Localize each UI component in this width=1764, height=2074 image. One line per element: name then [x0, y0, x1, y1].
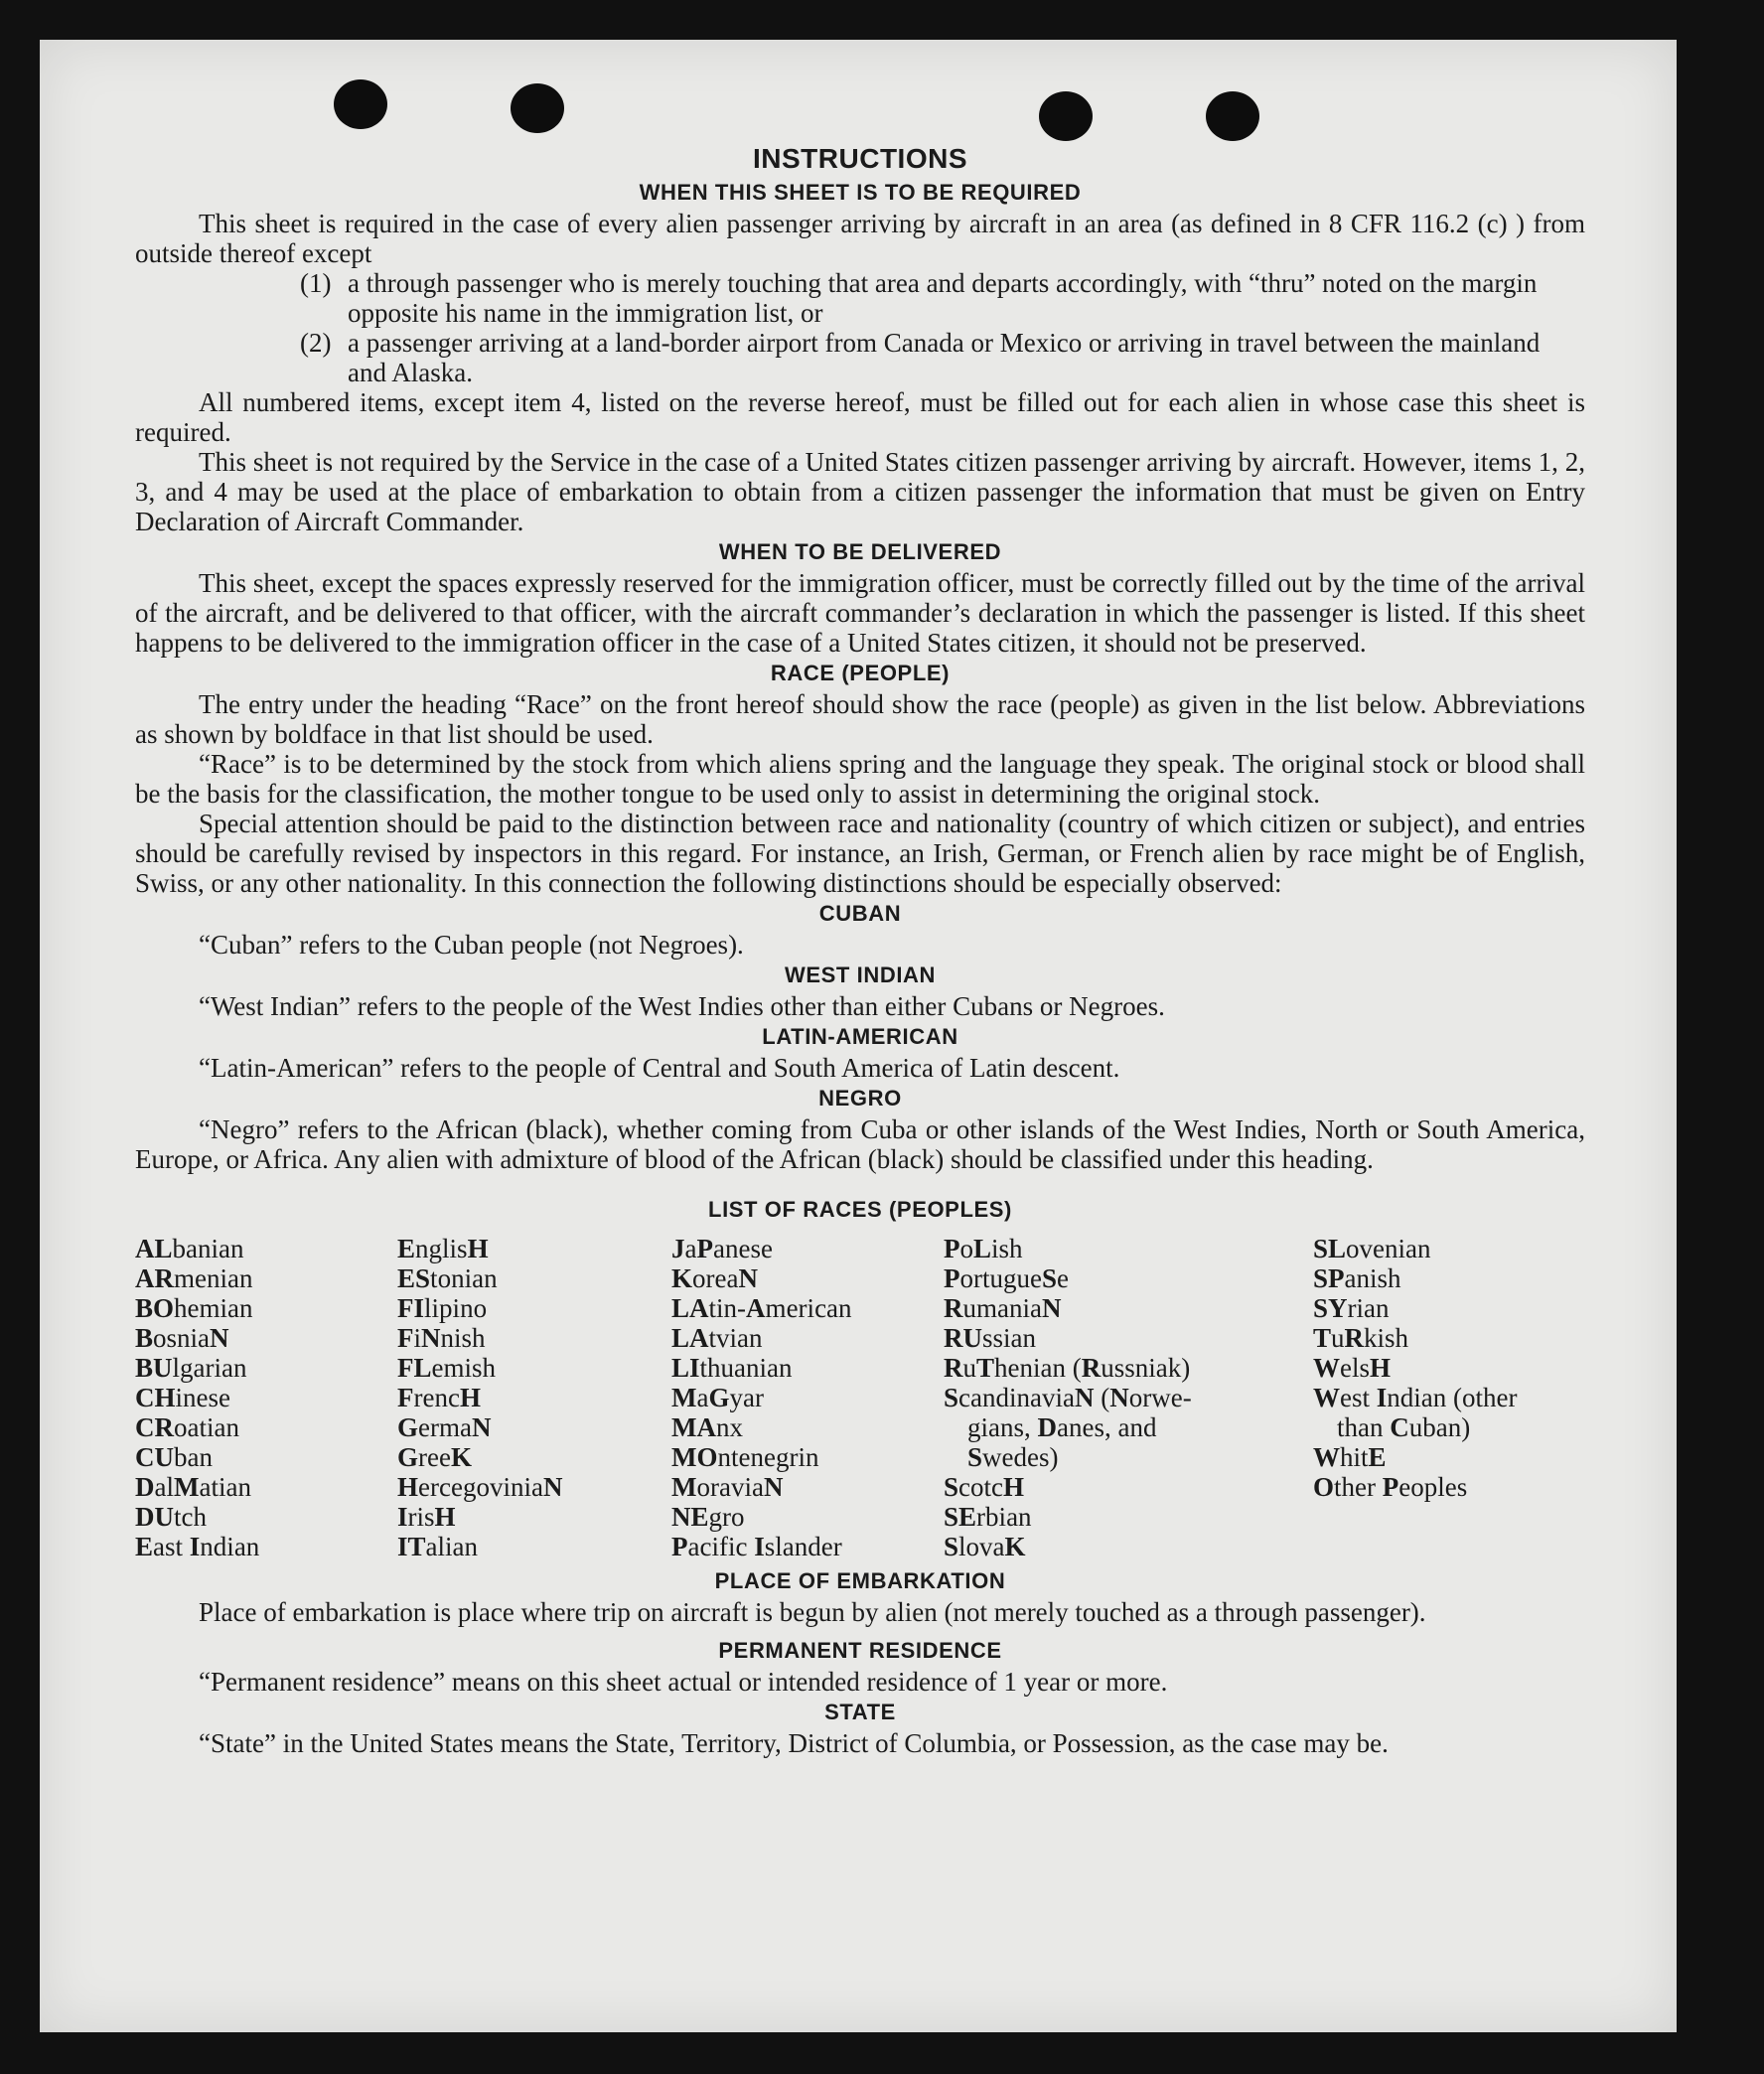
race-entry: FIlipino — [397, 1293, 488, 1323]
page-title: INSTRUCTIONS — [753, 143, 967, 174]
race-entry: SLovenian — [1313, 1234, 1431, 1263]
section-heading: PERMANENT RESIDENCE — [718, 1638, 1002, 1663]
paragraph: “West Indian” refers to the people of the West Indies other than either Cubans or Negroes. — [199, 991, 1165, 1021]
race-entry: SYrian — [1313, 1293, 1390, 1323]
race-entry: IrisH — [397, 1502, 456, 1532]
race-entry: RUssian — [944, 1323, 1037, 1353]
section-heading: LIST OF RACES (PEOPLES) — [708, 1197, 1012, 1222]
races-list — [135, 1234, 1585, 1561]
paragraph: Special attention should be paid to the distinction between race and nationality (country of which citizen or subject), and entries should be carefully revised by inspectors in this regard. For instance, an Irish, German, or French alien by race might be of English, Swiss, or any other nationality. In this connection the following distinctions should be especially observed: — [135, 809, 1585, 898]
race-entry: East Indian — [135, 1532, 260, 1561]
race-entry: LAtin-American — [671, 1293, 852, 1323]
race-entry: Pacific Islander — [671, 1532, 842, 1561]
paragraph: “Race” is to be determined by the stock from which aliens spring and the language they speak. The original stock or blood shall be the basis for the classification, the mother tongue to be used only to assist in determining the original stock. — [135, 749, 1585, 809]
race-entry: RuThenian (Russniak) — [944, 1353, 1191, 1383]
race-entry: BosniaN — [135, 1323, 229, 1353]
race-entry: NEgro — [671, 1502, 745, 1532]
race-entry: MOntenegrin — [671, 1442, 819, 1472]
race-entry: FrencH — [397, 1383, 481, 1412]
race-entry: LIthuanian — [671, 1353, 793, 1383]
race-entry: CUban — [135, 1442, 213, 1472]
paragraph: “Cuban” refers to the Cuban people (not Negroes). — [199, 930, 744, 960]
paragraph: “State” in the United States means the State, Territory, District of Columbia, or Possession, as the case may be. — [199, 1728, 1389, 1758]
race-entry: than Cuban) — [1337, 1412, 1471, 1442]
races-column — [397, 1234, 671, 1561]
section-heading: WHEN TO BE DELIVERED — [718, 539, 1002, 564]
races-column — [671, 1234, 944, 1561]
race-entry: EnglisH — [397, 1234, 489, 1263]
race-entry: MAnx — [671, 1412, 743, 1442]
race-entry: WelsH — [1313, 1353, 1392, 1383]
race-entry: Swedes) — [967, 1442, 1059, 1472]
race-entry: GermaN — [397, 1412, 492, 1442]
race-entry: SPanish — [1313, 1263, 1401, 1293]
paragraph: Place of embarkation is place where trip on aircraft is begun by alien (not merely touched as a through passenger). — [199, 1597, 1426, 1627]
section-heading: STATE — [824, 1700, 896, 1724]
race-entry: PortugueSe — [944, 1263, 1070, 1293]
race-entry: BUlgarian — [135, 1353, 247, 1383]
race-entry: MoraviaN — [671, 1472, 784, 1502]
race-entry: Other Peoples — [1313, 1472, 1468, 1502]
paragraph: This sheet is required in the case of every alien passenger arriving by aircraft in an area (as defined in 8 CFR 116.2 (c) ) from outside thereof except — [135, 209, 1585, 268]
race-entry: KoreaN — [671, 1263, 758, 1293]
list-text: a passenger arriving at a land-border airport from Canada or Mexico or arriving in travel between the mainland and Alaska. — [348, 328, 1541, 387]
race-entry: West Indian (other — [1313, 1383, 1518, 1412]
race-entry: FiNnish — [397, 1323, 486, 1353]
section-heading: RACE (PEOPLE) — [770, 661, 951, 685]
race-entry: BOhemian — [135, 1293, 253, 1323]
race-entry: HercegoviniaN — [397, 1472, 563, 1502]
race-entry: JaPanese — [671, 1234, 773, 1263]
race-entry: MaGyar — [671, 1383, 764, 1412]
paragraph: This sheet, except the spaces expressly reserved for the immigration officer, must be correctly filled out by the time of the arrival of the aircraft, and be delivered to that officer, with the aircraft commander’s declaration in which the passenger is listed. If this sheet happens to be delivered to the immigration officer in the case of a United States citizen, it should not be preserved. — [135, 568, 1585, 658]
race-entry: RumaniaN — [944, 1293, 1062, 1323]
race-entry: ALbanian — [135, 1234, 244, 1263]
instructions-body — [135, 103, 1585, 1758]
races-column — [944, 1234, 1313, 1561]
race-entry: FLemish — [397, 1353, 497, 1383]
list-item — [300, 328, 1585, 387]
race-entry: GreeK — [397, 1442, 472, 1472]
paragraph: All numbered items, except item 4, listed on the reverse hereof, must be filled out for each alien in whose case this sheet is required. — [135, 387, 1585, 447]
race-entry: gians, Danes, and — [967, 1412, 1157, 1442]
list-item — [300, 268, 1585, 328]
races-column — [1313, 1234, 1585, 1561]
subsection-heading: NEGRO — [818, 1086, 902, 1111]
race-entry: ScotcH — [944, 1472, 1025, 1502]
paragraph: This sheet is not required by the Service in the case of a United States citizen passenger arriving by aircraft. However, items 1, 2, 3, and 4 may be used at the place of embarkation to obtain from a citizen passenger the information that must be given on Entry Declaration of Aircraft Commander. — [135, 447, 1585, 536]
race-entry: SlovaK — [944, 1532, 1026, 1561]
paragraph: “Latin-American” refers to the people of Central and South America of Latin descent. — [199, 1053, 1120, 1083]
race-entry: TuRkish — [1313, 1323, 1409, 1353]
race-entry: LAtvian — [671, 1323, 763, 1353]
race-entry: ARmenian — [135, 1263, 253, 1293]
race-entry: CHinese — [135, 1383, 231, 1412]
paragraph: “Permanent residence” means on this sheet actual or intended residence of 1 year or more. — [199, 1667, 1168, 1697]
race-entry: PoLish — [944, 1234, 1023, 1263]
race-entry: SErbian — [944, 1502, 1032, 1532]
race-entry: DUtch — [135, 1502, 207, 1532]
section-heading: PLACE OF EMBARKATION — [714, 1568, 1006, 1593]
paragraph: “Negro” refers to the African (black), whether coming from Cuba or other islands of the West Indies, North or South America, Europe, or Africa. Any alien with admixture of blood of the African (black) should be classified under this heading. — [135, 1114, 1585, 1174]
document-sheet — [40, 40, 1677, 2032]
race-entry: WhitE — [1313, 1442, 1387, 1472]
race-entry: ScandinaviaN (Norwe- — [944, 1383, 1192, 1412]
race-entry: EStonian — [397, 1263, 498, 1293]
paragraph: The entry under the heading “Race” on the front hereof should show the race (people) as given in the list below. Abbreviations as shown by boldface in that list should be used. — [135, 689, 1585, 749]
subsection-heading: LATIN-AMERICAN — [762, 1024, 958, 1049]
subsection-heading: CUBAN — [818, 901, 902, 926]
section-heading: WHEN THIS SHEET IS TO BE REQUIRED — [639, 180, 1082, 205]
list-number: (1) — [300, 268, 332, 298]
race-entry: DalMatian — [135, 1472, 251, 1502]
list-number: (2) — [300, 328, 332, 358]
subsection-heading: WEST INDIAN — [784, 963, 937, 987]
race-entry: CRoatian — [135, 1412, 239, 1442]
list-text: a through passenger who is merely touching that area and departs accordingly, with “thru” noted on the margin opposite his name in the immigration list, or — [348, 268, 1538, 328]
race-entry: ITalian — [397, 1532, 479, 1561]
races-column — [135, 1234, 397, 1561]
